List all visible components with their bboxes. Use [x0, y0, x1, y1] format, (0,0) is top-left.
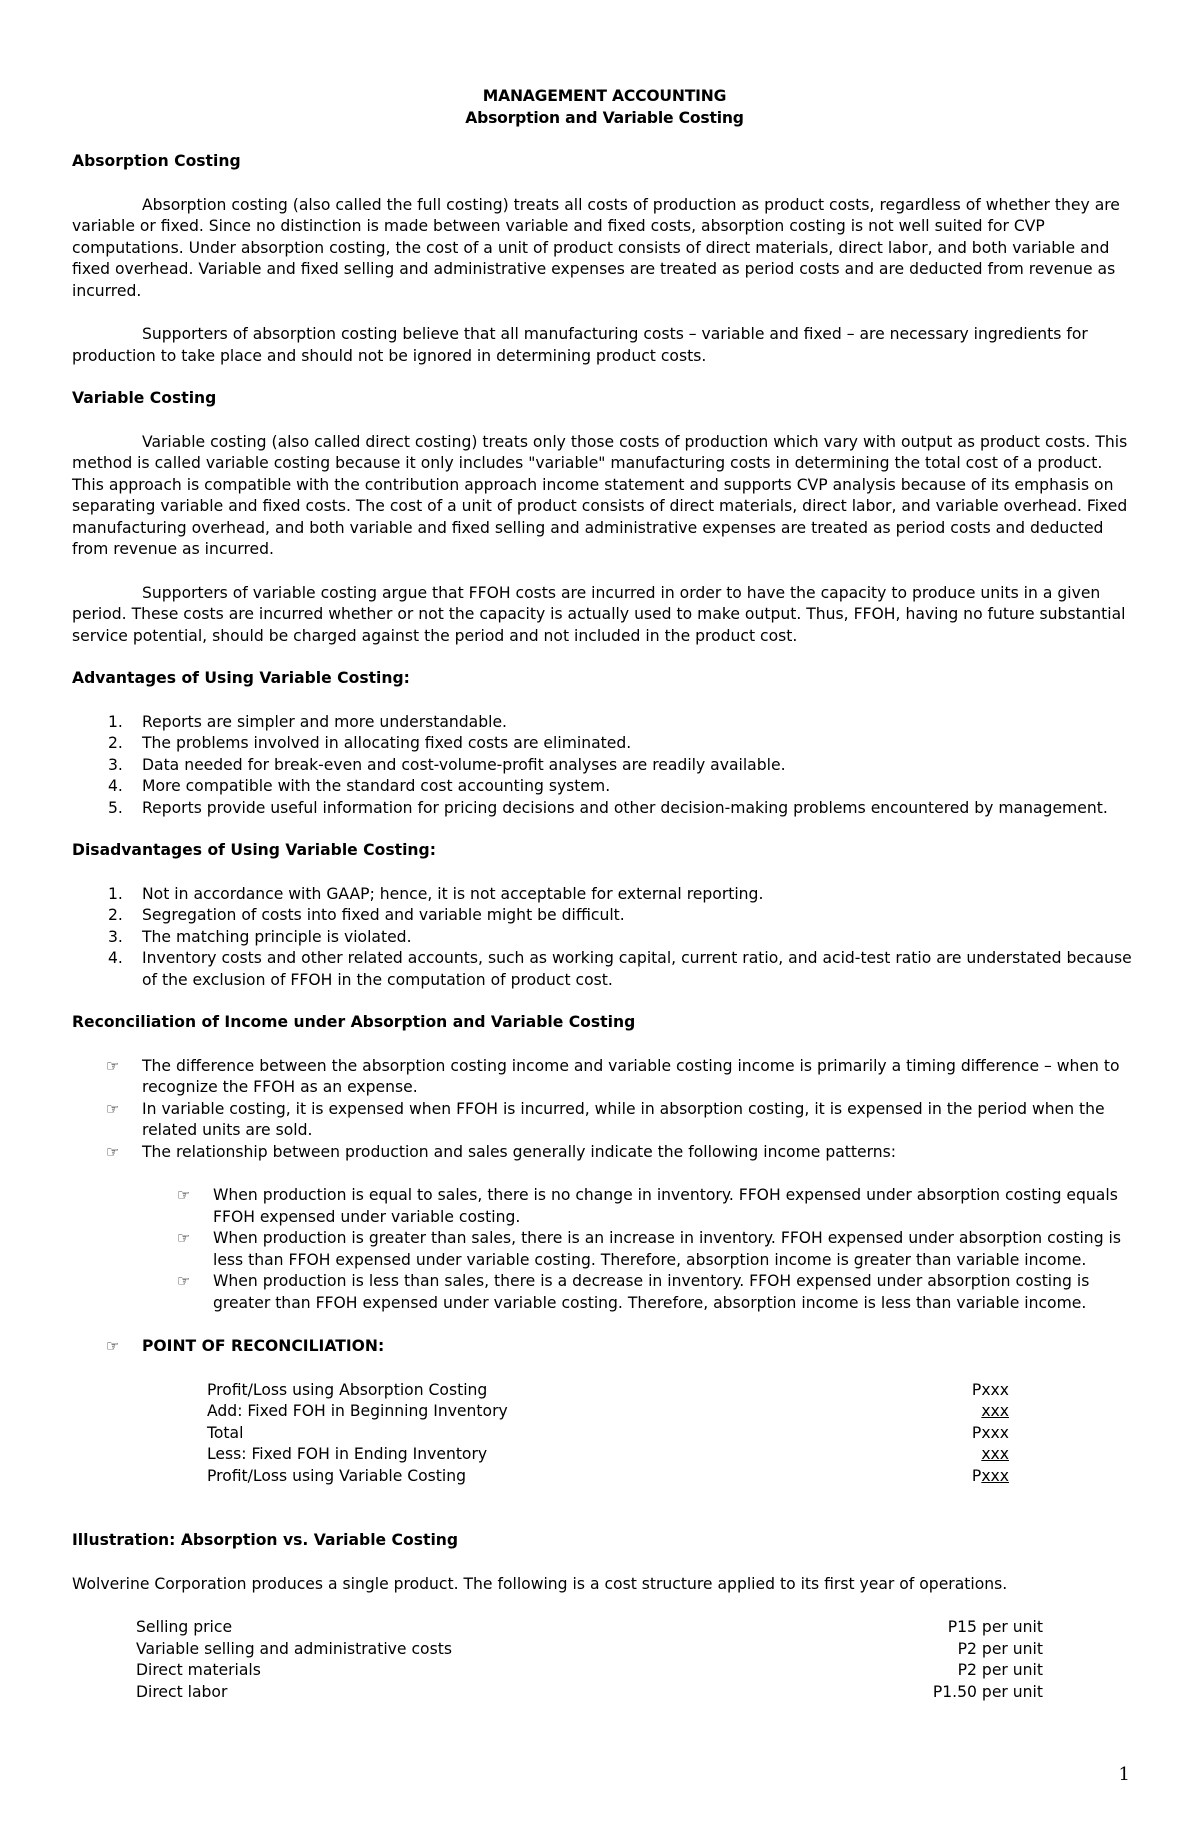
row-amount: xxx: [981, 1402, 1009, 1420]
table-row: [72, 1466, 1137, 1488]
row-label: Variable selling and administrative costs: [136, 1639, 452, 1658]
item-text: Data needed for break-even and cost-volume-profit analyses are readily available.: [142, 755, 786, 774]
item-text: When production is less than sales, there is a decrease in inventory. FFOH expensed under absorption costing is greater than FFOH expensed under variable costing. Therefore, absorption income is less than variable income.: [213, 1272, 1090, 1312]
title-line-1: MANAGEMENT ACCOUNTING: [482, 87, 727, 105]
list-item: [72, 905, 1137, 927]
item-text: Not in accordance with GAAP; hence, it is not acceptable for external reporting.: [142, 884, 764, 903]
list-item: [72, 1142, 1137, 1164]
table-row: [72, 1380, 1137, 1402]
item-number: 2.: [108, 734, 123, 752]
item-text: In variable costing, it is expensed when FFOH is incurred, while in absorption costing, it is expensed in the period when the related units are sold.: [142, 1099, 1105, 1139]
variable-heading: Variable Costing: [72, 389, 217, 407]
row-amount: Pxxx: [971, 1466, 1009, 1485]
row-amount: P1.50 per unit: [932, 1682, 1043, 1701]
list-item: [72, 1228, 1137, 1271]
disadvantages-list: [72, 884, 1137, 992]
item-text: The matching principle is violated.: [142, 927, 412, 946]
list-item: [72, 927, 1137, 949]
absorption-paragraph-1: Absorption costing (also called the full costing) treats all costs of production as product costs, regardless of whether they are variable or fixed. Since no distinction is made between variable and fixed costs, absorption costing is not well suited for CVP computations. Under absorption costing, the cost of a unit of product consists of direct materials, direct labor, and both variable and fixed overhead. Variable and fixed selling and administrative expenses are treated as period costs and are deducted from revenue as incurred.: [72, 195, 1120, 300]
pointing-hand-icon: ☞: [106, 1056, 120, 1075]
item-text: Segregation of costs into fixed and variable might be difficult.: [142, 906, 625, 924]
reconciliation-table: [72, 1380, 1137, 1488]
table-row: [72, 1682, 1137, 1704]
pointing-hand-icon: ☞: [106, 1142, 120, 1161]
item-number: 2.: [108, 906, 123, 924]
pointing-hand-icon: ☞: [106, 1099, 120, 1118]
row-amount: P15 per unit: [947, 1618, 1043, 1636]
table-row: [72, 1401, 1137, 1423]
variable-paragraph-1: Variable costing (also called direct costing) treats only those costs of production which vary with output as product costs. This method is called variable costing because it only includes "variable" manufacturing costs in determining the total cost of a product. This approach is compatible with the contribution approach income statement and supports CVP analysis because of its emphasis on separating variable and fixed costs. The cost of a unit of product consists of direct materials, direct labor, and variable overhead. Fixed manufacturing overhead, and both variable and fixed selling and administrative expenses are treated as period costs and deducted from revenue as incurred.: [72, 432, 1128, 558]
table-row: [72, 1639, 1137, 1661]
illustration-intro: Wolverine Corporation produces a single product. The following is a cost structure applied to its first year of operations.: [72, 1574, 1008, 1593]
row-label: Direct labor: [136, 1682, 228, 1701]
absorption-paragraph-2: Supporters of absorption costing believe that all manufacturing costs – variable and fixed – are necessary ingredients for production to take place and should not be ignored in determining product costs.: [72, 325, 1088, 365]
reconciliation-bullets: [72, 1056, 1137, 1164]
row-label: Add: Fixed FOH in Beginning Inventory: [207, 1402, 508, 1420]
list-item: [72, 733, 1137, 755]
item-number: 3.: [108, 927, 123, 946]
row-label: Total: [207, 1423, 244, 1442]
list-item: [72, 1271, 1137, 1314]
illustration-heading: Illustration: Absorption vs. Variable Costing: [72, 1531, 459, 1549]
row-amount: P2 per unit: [957, 1639, 1043, 1658]
list-item: [72, 1056, 1137, 1099]
row-label: Less: Fixed FOH in Ending Inventory: [207, 1445, 488, 1463]
row-label: Selling price: [136, 1618, 233, 1636]
pointing-hand-icon: ☞: [106, 1337, 120, 1355]
item-text: More compatible with the standard cost accounting system.: [142, 777, 611, 795]
list-item: [72, 798, 1137, 820]
table-row: [72, 1617, 1137, 1639]
row-label: Profit/Loss using Absorption Costing: [207, 1380, 488, 1399]
variable-paragraph-2: Supporters of variable costing argue that FFOH costs are incurred in order to have the capacity to produce units in a given period. These costs are incurred whether or not the capacity is actually used to make output. Thus, FFOH, having no future substantial service potential, should be charged against the period and not included in the product cost.: [72, 583, 1126, 645]
item-text: Reports are simpler and more understandable.: [142, 712, 508, 731]
item-number: 1.: [108, 712, 123, 731]
advantages-list: [72, 712, 1137, 820]
list-item: [72, 884, 1137, 906]
reconciliation-heading: Reconciliation of Income under Absorption and Variable Costing: [72, 1013, 636, 1031]
row-amount: xxx: [981, 1445, 1009, 1463]
item-text: Inventory costs and other related accounts, such as working capital, current ratio, and acid-test ratio are understated because of the exclusion of FFOH in the computation of product cost.: [142, 949, 1132, 989]
item-text: When production is greater than sales, there is an increase in inventory. FFOH expensed under absorption costing is less than FFOH expensed under variable costing. Therefore, absorption income is greater than variable income.: [213, 1229, 1121, 1269]
item-text: The relationship between production and sales generally indicate the following income patterns:: [142, 1142, 897, 1161]
document-content: [72, 86, 1137, 1703]
pointing-hand-icon: ☞: [177, 1272, 191, 1290]
row-amount: Pxxx: [971, 1380, 1009, 1399]
list-item: [72, 776, 1137, 798]
disadvantages-heading: Disadvantages of Using Variable Costing:: [72, 841, 436, 859]
item-number: 4.: [108, 777, 123, 795]
item-text: Reports provide useful information for pricing decisions and other decision-making problems encountered by management.: [142, 798, 1108, 817]
table-row: [72, 1660, 1137, 1682]
item-text: POINT OF RECONCILIATION:: [142, 1337, 385, 1355]
item-text: The difference between the absorption costing income and variable costing income is primarily a timing difference – when to recognize the FFOH as an expense.: [142, 1056, 1120, 1096]
page-number: 1: [1118, 1764, 1130, 1785]
table-row: [72, 1444, 1137, 1466]
list-item: [72, 755, 1137, 777]
item-number: 1.: [108, 884, 123, 903]
table-row: [72, 1423, 1137, 1445]
item-number: 3.: [108, 755, 123, 774]
absorption-heading: Absorption Costing: [72, 152, 241, 170]
item-number: 5.: [108, 798, 123, 817]
row-label: Direct materials: [136, 1661, 261, 1679]
cost-structure-table: [72, 1617, 1137, 1703]
row-amount: Pxxx: [971, 1423, 1009, 1442]
pointing-hand-icon: ☞: [177, 1229, 191, 1247]
income-pattern-bullets: [72, 1185, 1137, 1314]
item-text: When production is equal to sales, there is no change in inventory. FFOH expensed under absorption costing equals FFOH expensed under variable costing.: [213, 1186, 1118, 1226]
row-amount: P2 per unit: [957, 1661, 1043, 1679]
row-label: Profit/Loss using Variable Costing: [207, 1466, 467, 1485]
title-line-2: Absorption and Variable Costing: [465, 108, 744, 127]
advantages-heading: Advantages of Using Variable Costing:: [72, 669, 410, 687]
item-number: 4.: [108, 949, 123, 967]
list-item: [72, 1099, 1137, 1142]
list-item: [72, 712, 1137, 734]
point-of-reconciliation-label: [72, 1336, 1137, 1358]
document-title: [72, 86, 1137, 129]
item-text: The problems involved in allocating fixed costs are eliminated.: [142, 734, 632, 752]
list-item: [72, 948, 1137, 991]
list-item: [72, 1185, 1137, 1228]
pointing-hand-icon: ☞: [177, 1186, 191, 1204]
